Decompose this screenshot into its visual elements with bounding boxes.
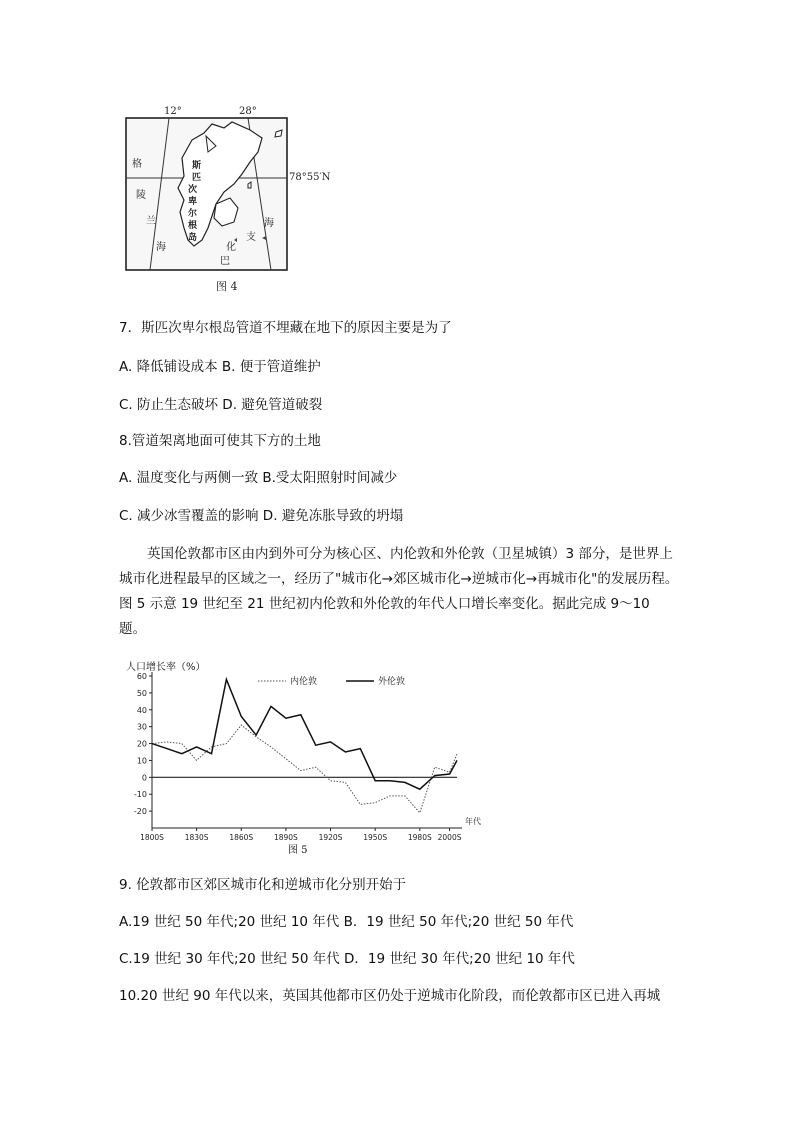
sea-left-2: 陵 bbox=[136, 190, 146, 201]
chart-xtick-label: 1860S bbox=[229, 833, 254, 842]
chart-caption: 图 5 bbox=[288, 845, 308, 856]
chart-ytick-label: 40 bbox=[136, 705, 147, 715]
q7-stem: 7．斯匹次卑尔根岛管道不埋藏在地下的原因主要是为了 bbox=[119, 320, 452, 336]
island-char-6: 根 bbox=[188, 221, 198, 231]
chart-xtick-label: 1830S bbox=[184, 833, 209, 842]
q7-options-row2: C. 防止生态破坏 D. 避免管道破裂 bbox=[119, 397, 323, 413]
island-char-5: 尔 bbox=[188, 209, 198, 219]
island-char-7: 岛 bbox=[188, 233, 198, 243]
map-lon-left: 12° bbox=[164, 106, 182, 117]
q8-options-row2: C. 减少冰雪覆盖的影响 D. 避免冻胀导致的坍塌 bbox=[119, 508, 404, 524]
q8-options-row1: A. 温度变化与两侧一致 B.受太阳照射时间减少 bbox=[119, 470, 398, 486]
chart-legend-label-outer: 外伦敦 bbox=[378, 677, 406, 687]
q7-options-row1: A. 降低铺设成本 B. 便于管道维护 bbox=[119, 359, 321, 375]
chart-xtick-label: 1980S bbox=[407, 833, 432, 842]
sea-right-2: 支 bbox=[246, 232, 256, 243]
chart-xlabel: 年代 bbox=[465, 817, 481, 826]
q8-stem: 8.管道架离地面可使其下方的土地 bbox=[119, 433, 321, 449]
chart-ytick-label: -10 bbox=[133, 790, 147, 800]
chart-xtick-label: 1800S bbox=[140, 833, 164, 842]
sea-left-3: 兰 bbox=[146, 216, 156, 227]
chart-series-line-inner bbox=[152, 725, 457, 813]
chart-xtick-label: 1890S bbox=[273, 833, 298, 842]
sea-left-4: 海 bbox=[156, 242, 166, 253]
sea-left-1: 格 bbox=[132, 159, 142, 170]
chart-figure bbox=[112, 652, 482, 857]
sea-right-1: 海 bbox=[264, 218, 274, 229]
sea-bottom-2: 化 bbox=[226, 242, 236, 253]
chart-ylabel: 人口增长率（%） bbox=[126, 662, 206, 673]
sea-bottom-1: 巴 bbox=[220, 256, 230, 267]
chart-ytick-label: 20 bbox=[136, 739, 147, 749]
chart-xtick-label: 2000S bbox=[437, 833, 462, 842]
chart-ytick-label: 10 bbox=[136, 756, 147, 766]
map-lon-right: 28° bbox=[239, 106, 257, 117]
chart-xtick-label: 1920S bbox=[318, 833, 343, 842]
island-char-2: 匹 bbox=[192, 173, 202, 183]
q9-options-row2: C.19 世纪 30 年代;20 世纪 50 年代 D．19 世纪 30 年代;20 世纪 10 年代 bbox=[119, 951, 575, 967]
map-figure bbox=[112, 100, 337, 295]
q10-stem: 10.20 世纪 90 年代以来，英国其他都市区仍处于逆城市化阶段，而伦敦都市区已进入再城 bbox=[119, 988, 661, 1004]
chart-svg bbox=[112, 652, 482, 857]
chart-ytick-label: 60 bbox=[136, 672, 147, 681]
passage-text: 英国伦敦都市区由内到外可分为核心区、内伦敦和外伦敦（卫星城镇）3 部分，是世界上城市化进程最早的区域之一，经历了"城市化→郊区城市化→逆城市化→再城市化"的发展历程。图 5 示意 19 世纪至 21 世纪初内伦敦和外伦敦的年代人口增长率变化。据此完成 9～10 题。 bbox=[119, 546, 679, 637]
chart-xtick-label: 1950S bbox=[363, 833, 388, 842]
chart-ytick-label: 50 bbox=[136, 688, 147, 698]
island-char-4: 卑 bbox=[188, 197, 198, 207]
chart-legend-label-inner: 内伦敦 bbox=[290, 677, 318, 687]
map-caption: 图 4 bbox=[216, 280, 238, 293]
chart-ytick-label: -20 bbox=[133, 807, 147, 817]
chart-series-line-outer bbox=[152, 679, 457, 789]
q9-options-row1: A.19 世纪 50 年代;20 世纪 10 年代 B．19 世纪 50 年代;20 世纪 50 年代 bbox=[119, 914, 574, 930]
island-char-3: 次 bbox=[188, 185, 198, 195]
q9-stem: 9. 伦敦都市区郊区城市化和逆城市化分别开始于 bbox=[119, 877, 407, 893]
chart-ytick-label: 0 bbox=[141, 773, 147, 783]
chart-ytick-label: 30 bbox=[136, 722, 147, 732]
island-char-1: 斯 bbox=[192, 161, 202, 171]
map-lat: 78°55′N bbox=[289, 172, 331, 183]
